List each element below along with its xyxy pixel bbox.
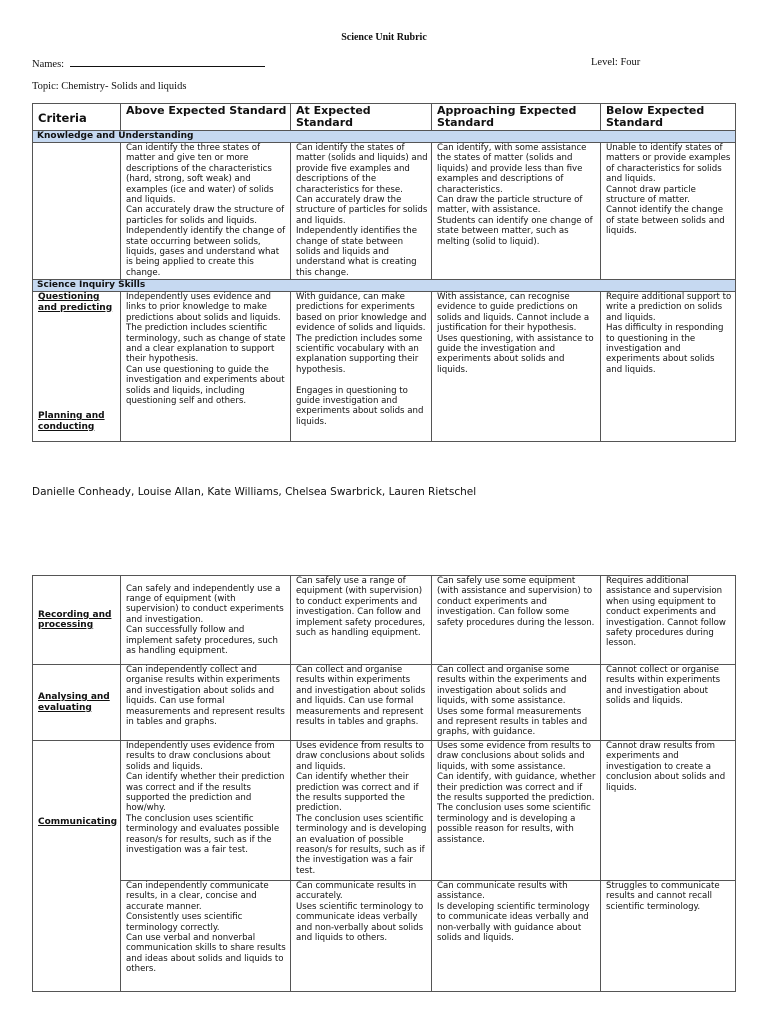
communicating-results-above-cell: Can independently communicate results, in a clear, concise and accurate manner. Consistently uses scientific terminology correctly. Can use verbal and nonverbal communication skills to share results and ideas about solids and liquids to others. <box>121 881 291 992</box>
level-text: Level: Four <box>591 57 641 68</box>
names-label: Names: <box>32 59 65 70</box>
communicating-above-cell: Independently uses evidence from results to draw conclusions about solids and liquids. Can identify whether their prediction was correct and if the results supported the prediction and how/why. The conclusion uses scientific terminology and evaluates possible reason/s for results, such as if the investigation was a fair test. <box>121 741 291 881</box>
questioning-above-cell: Independently uses evidence and links to prior knowledge to make predictions about solids and liquids. The prediction includes scientific terminology, such as change of state and a clear explanation to support their hypothesis. Can use questioning to guide the investigation and experiments about solids and liquids, including questioning self and others. <box>121 292 291 442</box>
communicating-at-cell: Uses evidence from results to draw conclusions about solids and liquids. Can identify whether their prediction was correct and if the results supported the prediction. The conclusion uses scientific terminology and is developing an evaluation of possible reason/s for results, such as if the investigation was a fair test. <box>291 741 432 881</box>
below-expected-header: Below Expected Standard <box>601 104 736 131</box>
section-row-inquiry <box>33 280 736 292</box>
header-row <box>33 104 736 131</box>
communicating-results-at-cell: Can communicate results in accurately. Uses scientific terminology to communicate ideas verbally and non-verbally about solids and liquids to others. <box>291 881 432 992</box>
names-blank-line <box>70 57 265 67</box>
recording-criteria-cell <box>33 576 121 665</box>
authors-line: Danielle Conheady, Louise Allan, Kate Williams, Chelsea Swarbrick, Lauren Rietschel <box>32 486 477 498</box>
questioning-at-cell: With guidance, can make predictions for experiments based on prior knowledge and evidence of solids and liquids. The prediction includes some scientific vocabulary with an explanation supporting their hypothesis. Engages in questioning to guide investigation and experiments about solids and liquids. <box>291 292 432 442</box>
rubric-table-page-top <box>32 103 736 442</box>
knowledge-below-cell: Unable to identify states of matters or provide examples of characteristics for solids and liquids. Cannot draw particle structure of matter. Cannot identify the change of state between solids and liquids. <box>601 143 736 280</box>
recording-approaching-cell: Can safely use some equipment (with assistance and supervision) to conduct experiments and investigation. Can follow some safety procedures during the lesson. <box>432 576 601 665</box>
knowledge-at-cell: Can identify the states of matter (solids and liquids) and provide five examples and descriptions of the characteristics for these. Can accurately draw the structure of particles for solids and liquids. Independently identifies the change of state between solids and liquids and understand what is creating this change. <box>291 143 432 280</box>
section-row-knowledge <box>33 131 736 143</box>
recording-below-cell: Requires additional assistance and supervision when using equipment to conduct experiments and investigation. Cannot follow safety procedures during lesson. <box>601 576 736 665</box>
section-inquiry-label: Science Inquiry Skills <box>33 280 736 292</box>
table-row-communicating-1 <box>33 741 736 881</box>
questioning-label: Questioning and predicting <box>38 292 113 313</box>
document-title: Science Unit Rubric <box>341 32 427 43</box>
analysing-below-cell: Cannot collect or organise results within experiments and investigation about solids and liquids. <box>601 665 736 741</box>
criteria-header: Criteria <box>33 104 121 131</box>
approaching-expected-header: Approaching Expected Standard <box>432 104 601 131</box>
analysing-label: Analysing and evaluating <box>38 692 110 713</box>
knowledge-approaching-cell: Can identify, with some assistance the states of matter (solids and liquids) and provide less than five examples and descriptions of characteristics. Can draw the particle structure of matter, with assistance. Students can identify one change of state between matter, such as melting (solid to liquid). <box>432 143 601 280</box>
planning-label: Planning and conducting <box>38 411 105 432</box>
table-row-communicating-2 <box>33 881 736 992</box>
topic-text: Topic: Chemistry- Solids and liquids <box>32 81 187 92</box>
recording-label: Recording and processing <box>38 609 112 630</box>
rubric-table-page-bottom <box>32 575 736 992</box>
analysing-approaching-cell: Can collect and organise some results within the experiments and investigation about solids and liquids, with some assistance. Uses some formal measurements and represent results in tables and graphs, with guidance. <box>432 665 601 741</box>
questioning-planning-criteria-cell <box>33 292 121 442</box>
communicating-label: Communicating <box>38 816 118 827</box>
table-row-questioning-planning <box>33 292 736 442</box>
table-row-analysing <box>33 665 736 741</box>
communicating-results-below-cell: Struggles to communicate results and cannot recall scientific terminology. <box>601 881 736 992</box>
names-field <box>32 57 265 70</box>
communicating-approaching-cell: Uses some evidence from results to draw conclusions about solids and liquids, with some assistance. Can identify, with guidance, whether their prediction was correct and if the results supported the prediction. The conclusion uses some scientific terminology and is developing a possible reason for results, with assistance. <box>432 741 601 881</box>
questioning-approaching-cell: With assistance, can recognise evidence to guide predictions on solids and liquids. Cannot include a justification for their hypothesis. Uses questioning, with assistance to guide the investigation and experiments about solids and liquids. <box>432 292 601 442</box>
table-row-recording <box>33 576 736 665</box>
communicating-criteria-cell-2 <box>33 881 121 992</box>
communicating-below-cell: Cannot draw results from experiments and investigation to create a conclusion about solids and liquids. <box>601 741 736 881</box>
recording-above-cell: Can safely and independently use a range of equipment (with supervision) to conduct experiments and investigation. Can successfully follow and implement safety procedures, such as handling equipment. <box>121 576 291 665</box>
analysing-above-cell: Can independently collect and organise results within experiments and investigation about solids and liquids. Can use formal measurements and represent results in tables and graphs. <box>121 665 291 741</box>
recording-at-cell: Can safely use a range of equipment (with supervision) to conduct experiments and investigation. Can follow and implement safety procedures, such as handling equipment. <box>291 576 432 665</box>
section-knowledge-label: Knowledge and Understanding <box>33 131 736 143</box>
communicating-criteria-cell <box>33 741 121 881</box>
knowledge-above-cell: Can identify the three states of matter and give ten or more descriptions of the characteristics (hard, strong, soft weak) and examples (ice and water) of solids and liquids. Can accurately draw the structure of particles for solids and liquids. Independently identify the change of state occurring between solids, liquids, gases and understand what is being applied to create this change. <box>121 143 291 280</box>
knowledge-criteria-cell <box>33 143 121 280</box>
above-expected-header: Above Expected Standard <box>121 104 291 131</box>
questioning-below-cell: Require additional support to write a prediction on solids and liquids. Has difficulty in responding to questioning in the investigation and experiments about solids and liquids. <box>601 292 736 442</box>
analysing-at-cell: Can collect and organise results within experiments and investigation about solids and liquids. Can use formal measurements and represent results in tables and graphs. <box>291 665 432 741</box>
table-row-knowledge <box>33 143 736 280</box>
analysing-criteria-cell <box>33 665 121 741</box>
communicating-results-approaching-cell: Can communicate results with assistance. Is developing scientific terminology to communicate ideas verbally and non-verbally with guidance about solids and liquids. <box>432 881 601 992</box>
at-expected-header: At Expected Standard <box>291 104 432 131</box>
